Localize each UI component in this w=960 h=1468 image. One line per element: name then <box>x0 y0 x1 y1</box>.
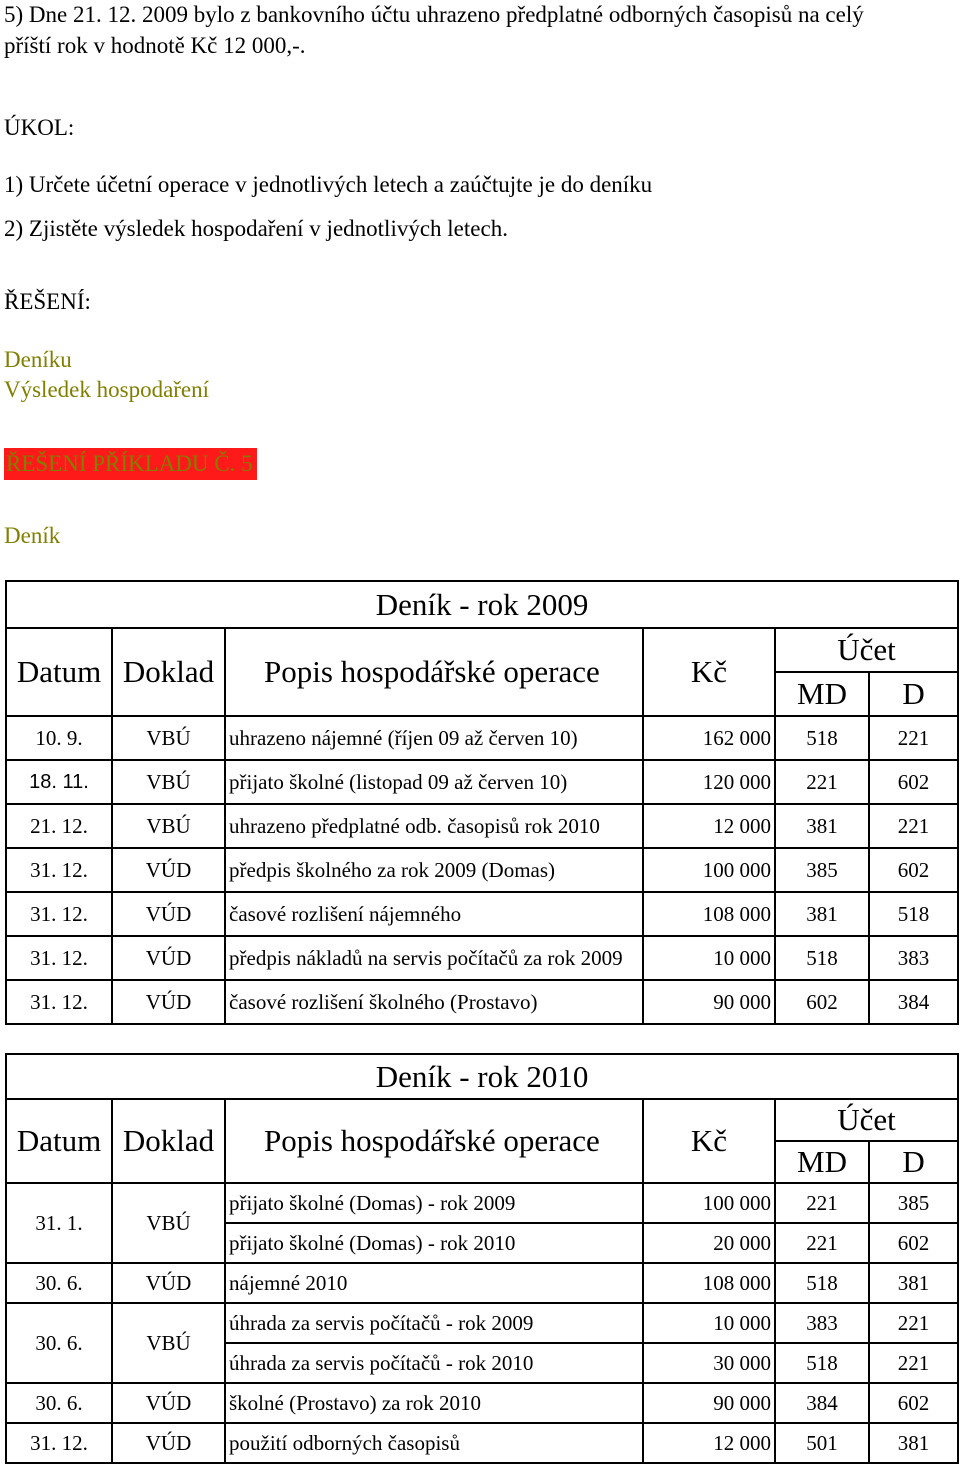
row-date: 30. 6. <box>6 1263 112 1303</box>
row-d: 221 <box>869 1343 958 1383</box>
row-amount: 162 000 <box>643 716 775 760</box>
row-doc: VÚD <box>112 936 225 980</box>
row-md: 602 <box>775 980 869 1024</box>
table-row <box>6 760 958 804</box>
link-journal-2[interactable]: Deník <box>4 523 61 548</box>
header-date: Datum <box>6 1099 112 1183</box>
row-date: 30. 6. <box>6 1383 112 1423</box>
solution-heading: ŘEŠENÍ: <box>4 289 91 314</box>
row-md: 518 <box>775 1343 869 1383</box>
row-d: 384 <box>869 980 958 1024</box>
table-row <box>6 1423 958 1463</box>
row-md: 381 <box>775 804 869 848</box>
row-d: 518 <box>869 892 958 936</box>
task-1: 1) Určete účetní operace v jednotlivých letech a zaúčtujte je do deníku <box>4 172 653 197</box>
row-d: 602 <box>869 1383 958 1423</box>
header-amount: Kč <box>643 628 775 716</box>
row-amount: 10 000 <box>643 936 775 980</box>
table-row <box>6 1263 958 1303</box>
row-date: 31. 12. <box>6 1423 112 1463</box>
row-doc: VBÚ <box>112 1183 225 1263</box>
row-desc: časové rozlišení nájemného <box>225 892 643 936</box>
row-amount: 108 000 <box>643 1263 775 1303</box>
row-doc: VÚD <box>112 1383 225 1423</box>
task-2: 2) Zjistěte výsledek hospodaření v jednotlivých letech. <box>4 216 508 241</box>
row-date: 31. 1. <box>6 1183 112 1263</box>
row-amount: 90 000 <box>643 980 775 1024</box>
row-d: 383 <box>869 936 958 980</box>
row-md: 381 <box>775 892 869 936</box>
journal-2009-title: Deník - rok 2009 <box>6 581 958 628</box>
row-d: 221 <box>869 804 958 848</box>
row-d: 385 <box>869 1183 958 1223</box>
row-d: 602 <box>869 1223 958 1263</box>
table-row <box>6 892 958 936</box>
task-heading: ÚKOL: <box>4 115 75 140</box>
row-amount: 20 000 <box>643 1223 775 1263</box>
row-desc: uhrazeno nájemné (říjen 09 až červen 10) <box>225 716 643 760</box>
link-result[interactable]: Výsledek hospodaření <box>4 377 210 402</box>
journal-2009-table <box>5 580 959 1025</box>
header-d: D <box>869 1141 958 1183</box>
row-amount: 100 000 <box>643 1183 775 1223</box>
row-amount: 12 000 <box>643 1423 775 1463</box>
row-amount: 120 000 <box>643 760 775 804</box>
header-md: MD <box>775 672 869 716</box>
row-date: 18. 11. <box>6 760 112 804</box>
row-amount: 90 000 <box>643 1383 775 1423</box>
row-desc: úhrada za servis počítačů - rok 2010 <box>225 1343 643 1383</box>
row-date: 21. 12. <box>6 804 112 848</box>
link-journal[interactable]: Deníku <box>4 347 72 372</box>
header-date: Datum <box>6 628 112 716</box>
row-desc: přijato školné (Domas) - rok 2009 <box>225 1183 643 1223</box>
row-date: 31. 12. <box>6 892 112 936</box>
row-doc: VÚD <box>112 848 225 892</box>
row-desc: předpis nákladů na servis počítačů za rok 2009 <box>225 936 643 980</box>
intro-line-1: 5) Dne 21. 12. 2009 bylo z bankovního účtu uhrazeno předplatné odborných časopisů na celý <box>4 2 864 27</box>
row-md: 518 <box>775 716 869 760</box>
row-desc: školné (Prostavo) za rok 2010 <box>225 1383 643 1423</box>
row-doc: VÚD <box>112 1423 225 1463</box>
row-md: 221 <box>775 1223 869 1263</box>
row-d: 221 <box>869 716 958 760</box>
row-doc: VÚD <box>112 1263 225 1303</box>
header-account: Účet <box>775 628 958 672</box>
row-d: 381 <box>869 1263 958 1303</box>
header-md: MD <box>775 1141 869 1183</box>
row-md: 221 <box>775 760 869 804</box>
intro-line-2: příští rok v hodnotě Kč 12 000,-. <box>4 33 306 58</box>
header-desc: Popis hospodářské operace <box>225 1099 643 1183</box>
row-doc: VÚD <box>112 980 225 1024</box>
row-doc: VÚD <box>112 892 225 936</box>
table-row <box>6 848 958 892</box>
row-date: 31. 12. <box>6 936 112 980</box>
row-doc: VBÚ <box>112 1303 225 1383</box>
row-desc: přijato školné (listopad 09 až červen 10) <box>225 760 643 804</box>
table-row <box>6 1183 958 1223</box>
row-desc: časové rozlišení školného (Prostavo) <box>225 980 643 1024</box>
table-row <box>6 1303 958 1343</box>
table-row <box>6 716 958 760</box>
table-row <box>6 1383 958 1423</box>
table-row <box>6 804 958 848</box>
row-amount: 108 000 <box>643 892 775 936</box>
row-md: 501 <box>775 1423 869 1463</box>
row-md: 518 <box>775 1263 869 1303</box>
row-md: 383 <box>775 1303 869 1343</box>
header-doc: Doklad <box>112 628 225 716</box>
header-amount: Kč <box>643 1099 775 1183</box>
row-desc: nájemné 2010 <box>225 1263 643 1303</box>
row-date: 31. 12. <box>6 980 112 1024</box>
row-md: 518 <box>775 936 869 980</box>
row-amount: 30 000 <box>643 1343 775 1383</box>
header-d: D <box>869 672 958 716</box>
row-d: 602 <box>869 760 958 804</box>
row-date: 10. 9. <box>6 716 112 760</box>
row-desc: úhrada za servis počítačů - rok 2009 <box>225 1303 643 1343</box>
journal-2010-title: Deník - rok 2010 <box>6 1054 958 1099</box>
header-desc: Popis hospodářské operace <box>225 628 643 716</box>
row-date: 30. 6. <box>6 1303 112 1383</box>
row-doc: VBÚ <box>112 760 225 804</box>
row-date: 31. 12. <box>6 848 112 892</box>
journal-2010-table <box>5 1053 959 1464</box>
row-d: 381 <box>869 1423 958 1463</box>
header-doc: Doklad <box>112 1099 225 1183</box>
row-d: 221 <box>869 1303 958 1343</box>
table-row <box>6 936 958 980</box>
row-doc: VBÚ <box>112 716 225 760</box>
row-amount: 12 000 <box>643 804 775 848</box>
row-amount: 10 000 <box>643 1303 775 1343</box>
row-desc: použití odborných časopisů <box>225 1423 643 1463</box>
row-d: 602 <box>869 848 958 892</box>
link-solution-example[interactable]: ŘEŠENÍ PŘÍKLADU Č. 5 <box>4 448 257 480</box>
row-md: 221 <box>775 1183 869 1223</box>
row-amount: 100 000 <box>643 848 775 892</box>
row-doc: VBÚ <box>112 804 225 848</box>
header-account: Účet <box>775 1099 958 1141</box>
row-desc: uhrazeno předplatné odb. časopisů rok 2010 <box>225 804 643 848</box>
row-desc: přijato školné (Domas) - rok 2010 <box>225 1223 643 1263</box>
row-md: 385 <box>775 848 869 892</box>
row-desc: předpis školného za rok 2009 (Domas) <box>225 848 643 892</box>
row-md: 384 <box>775 1383 869 1423</box>
table-row <box>6 980 958 1024</box>
